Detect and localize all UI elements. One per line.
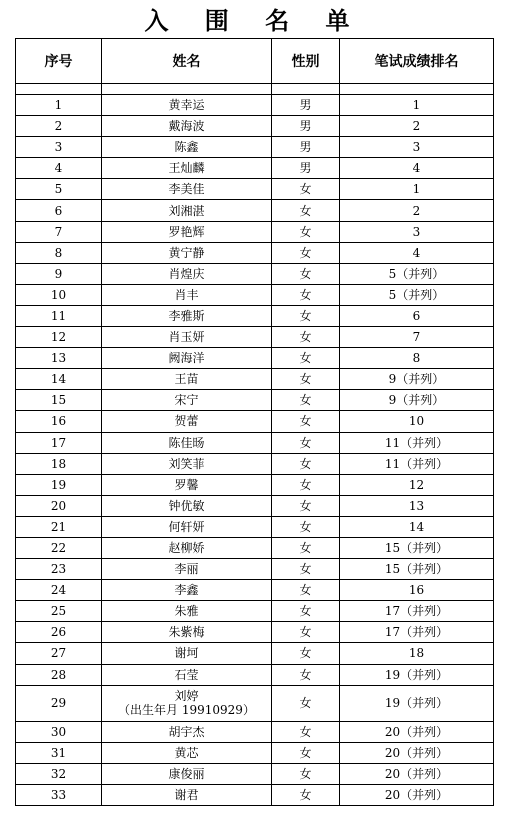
cell-number: 14 <box>16 369 102 390</box>
cell-name: 谢坷 <box>102 643 272 664</box>
cell-number: 12 <box>16 327 102 348</box>
cell-gender: 女 <box>272 685 340 721</box>
table-row <box>16 158 494 179</box>
cell-number: 11 <box>16 305 102 326</box>
cell-gender: 女 <box>272 432 340 453</box>
cell-number: 16 <box>16 411 102 432</box>
cell-name: 谢君 <box>102 784 272 805</box>
cell-gender: 女 <box>272 327 340 348</box>
table-row <box>16 116 494 137</box>
cell-rank: 4 <box>340 158 494 179</box>
cell-rank: 13 <box>340 495 494 516</box>
cell-name: 黄宁静 <box>102 242 272 263</box>
cell-number: 23 <box>16 559 102 580</box>
cell-number: 19 <box>16 474 102 495</box>
cell-name: 胡宇杰 <box>102 721 272 742</box>
table-row <box>16 179 494 200</box>
cell-gender: 女 <box>272 453 340 474</box>
cell-gender: 男 <box>272 116 340 137</box>
cell-number: 2 <box>16 116 102 137</box>
cell-gender: 女 <box>272 411 340 432</box>
table-row <box>16 327 494 348</box>
cell-gender: 女 <box>272 390 340 411</box>
table-row <box>16 305 494 326</box>
cell-name: 刘湘湛 <box>102 200 272 221</box>
table-row <box>16 137 494 158</box>
cell-gender: 女 <box>272 200 340 221</box>
cell-number: 4 <box>16 158 102 179</box>
table-row <box>16 221 494 242</box>
cell-number: 15 <box>16 390 102 411</box>
table-row <box>16 784 494 805</box>
cell-number: 8 <box>16 242 102 263</box>
cell-gender: 男 <box>272 158 340 179</box>
cell-name: 陈鑫 <box>102 137 272 158</box>
candidate-table <box>15 38 494 806</box>
cell-number: 10 <box>16 284 102 305</box>
cell-rank: 3 <box>340 137 494 158</box>
table-row <box>16 242 494 263</box>
cell-number: 32 <box>16 763 102 784</box>
table-row <box>16 200 494 221</box>
cell-rank: 1 <box>340 179 494 200</box>
table-row <box>16 537 494 558</box>
table-row <box>16 95 494 116</box>
cell-name: 罗馨 <box>102 474 272 495</box>
cell-gender: 女 <box>272 348 340 369</box>
cell-name: 康俊丽 <box>102 763 272 784</box>
cell-rank: 3 <box>340 221 494 242</box>
cell-gender: 女 <box>272 369 340 390</box>
table-row <box>16 622 494 643</box>
cell-number: 5 <box>16 179 102 200</box>
cell-gender: 女 <box>272 305 340 326</box>
cell-rank: 14 <box>340 516 494 537</box>
cell-gender: 男 <box>272 95 340 116</box>
cell-name: 肖丰 <box>102 284 272 305</box>
cell-rank: 15（并列） <box>340 559 494 580</box>
cell-rank: 20（并列） <box>340 763 494 784</box>
cell-gender: 女 <box>272 284 340 305</box>
cell-gender: 女 <box>272 643 340 664</box>
cell-rank: 12 <box>340 474 494 495</box>
table-row <box>16 495 494 516</box>
cell-gender: 女 <box>272 763 340 784</box>
cell-rank: 20（并列） <box>340 742 494 763</box>
cell-name-note: （出生年月 19910929） <box>118 703 255 718</box>
cell-gender: 女 <box>272 263 340 284</box>
cell-rank: 10 <box>340 411 494 432</box>
cell-number: 7 <box>16 221 102 242</box>
cell-rank: 17（并列） <box>340 622 494 643</box>
cell-rank: 16 <box>340 580 494 601</box>
table-row <box>16 559 494 580</box>
cell-number: 18 <box>16 453 102 474</box>
cell-rank: 1 <box>340 95 494 116</box>
table-row <box>16 685 494 721</box>
table-row <box>16 453 494 474</box>
cell-gender: 女 <box>272 622 340 643</box>
cell-name: 肖煌庆 <box>102 263 272 284</box>
cell-rank: 11（并列） <box>340 432 494 453</box>
cell-number: 1 <box>16 95 102 116</box>
cell-rank: 11（并列） <box>340 453 494 474</box>
cell-number: 30 <box>16 721 102 742</box>
cell-name: 何轩妍 <box>102 516 272 537</box>
cell-rank: 2 <box>340 116 494 137</box>
cell-name: 刘笑菲 <box>102 453 272 474</box>
table-row <box>16 411 494 432</box>
cell-name-text: 刘婷 <box>174 689 199 704</box>
cell-rank: 6 <box>340 305 494 326</box>
cell-name: 李美佳 <box>102 179 272 200</box>
cell-rank: 8 <box>340 348 494 369</box>
cell-name: 赵柳娇 <box>102 537 272 558</box>
cell-rank: 15（并列） <box>340 537 494 558</box>
cell-number: 24 <box>16 580 102 601</box>
cell-gender: 女 <box>272 559 340 580</box>
header-number: 序号 <box>16 39 102 84</box>
cell-number: 28 <box>16 664 102 685</box>
header-gender: 性别 <box>272 39 340 84</box>
cell-gender: 女 <box>272 179 340 200</box>
table-row <box>16 742 494 763</box>
cell-rank: 20（并列） <box>340 721 494 742</box>
table-row <box>16 580 494 601</box>
table-spacer-row <box>16 84 494 95</box>
table-row <box>16 601 494 622</box>
cell-name: 黄幸运 <box>102 95 272 116</box>
cell-rank: 4 <box>340 242 494 263</box>
cell-name: 黄芯 <box>102 742 272 763</box>
table-row <box>16 664 494 685</box>
cell-name: 石莹 <box>102 664 272 685</box>
table-row <box>16 369 494 390</box>
cell-rank: 18 <box>340 643 494 664</box>
cell-rank: 20（并列） <box>340 784 494 805</box>
table-body <box>16 84 494 806</box>
cell-rank: 5（并列） <box>340 284 494 305</box>
cell-gender: 女 <box>272 742 340 763</box>
cell-gender: 女 <box>272 664 340 685</box>
cell-gender: 女 <box>272 601 340 622</box>
table-header-row <box>16 39 494 84</box>
cell-rank: 7 <box>340 327 494 348</box>
cell-number: 31 <box>16 742 102 763</box>
cell-number: 17 <box>16 432 102 453</box>
cell-number: 9 <box>16 263 102 284</box>
cell-name: 朱雅 <box>102 601 272 622</box>
table-row <box>16 474 494 495</box>
cell-rank: 19（并列） <box>340 685 494 721</box>
cell-number: 27 <box>16 643 102 664</box>
cell-name: 陈佳旸 <box>102 432 272 453</box>
cell-name: 阙海洋 <box>102 348 272 369</box>
cell-name: 宋宁 <box>102 390 272 411</box>
cell-gender: 女 <box>272 580 340 601</box>
cell-gender: 女 <box>272 221 340 242</box>
cell-gender: 女 <box>272 242 340 263</box>
cell-gender: 女 <box>272 784 340 805</box>
cell-number: 29 <box>16 685 102 721</box>
header-name: 姓名 <box>102 39 272 84</box>
cell-number: 22 <box>16 537 102 558</box>
cell-rank: 2 <box>340 200 494 221</box>
cell-number: 6 <box>16 200 102 221</box>
table-row <box>16 432 494 453</box>
cell-name: 王苗 <box>102 369 272 390</box>
cell-name: 李丽 <box>102 559 272 580</box>
cell-number: 25 <box>16 601 102 622</box>
cell-name <box>102 685 272 721</box>
cell-gender: 女 <box>272 474 340 495</box>
cell-number: 33 <box>16 784 102 805</box>
cell-gender: 女 <box>272 721 340 742</box>
cell-gender: 女 <box>272 495 340 516</box>
table-row <box>16 721 494 742</box>
cell-rank: 5（并列） <box>340 263 494 284</box>
cell-number: 26 <box>16 622 102 643</box>
header-rank: 笔试成绩排名 <box>340 39 494 84</box>
table-row <box>16 390 494 411</box>
cell-gender: 女 <box>272 516 340 537</box>
cell-rank: 9（并列） <box>340 369 494 390</box>
table-row <box>16 348 494 369</box>
cell-number: 3 <box>16 137 102 158</box>
cell-name: 王灿麟 <box>102 158 272 179</box>
table-row <box>16 263 494 284</box>
cell-name: 李鑫 <box>102 580 272 601</box>
table-row <box>16 284 494 305</box>
cell-rank: 17（并列） <box>340 601 494 622</box>
cell-gender: 男 <box>272 137 340 158</box>
cell-name: 罗艳辉 <box>102 221 272 242</box>
cell-number: 13 <box>16 348 102 369</box>
cell-number: 20 <box>16 495 102 516</box>
table-row <box>16 643 494 664</box>
cell-name: 朱紫梅 <box>102 622 272 643</box>
cell-name: 戴海波 <box>102 116 272 137</box>
cell-name: 贺蕾 <box>102 411 272 432</box>
cell-number: 21 <box>16 516 102 537</box>
cell-rank: 19（并列） <box>340 664 494 685</box>
cell-name: 肖玉妍 <box>102 327 272 348</box>
table-row <box>16 763 494 784</box>
page-title: 入 围 名 单 <box>144 7 364 35</box>
table-row <box>16 516 494 537</box>
cell-name: 钟优敏 <box>102 495 272 516</box>
cell-rank: 9（并列） <box>340 390 494 411</box>
cell-name: 李雅斯 <box>102 305 272 326</box>
cell-gender: 女 <box>272 537 340 558</box>
